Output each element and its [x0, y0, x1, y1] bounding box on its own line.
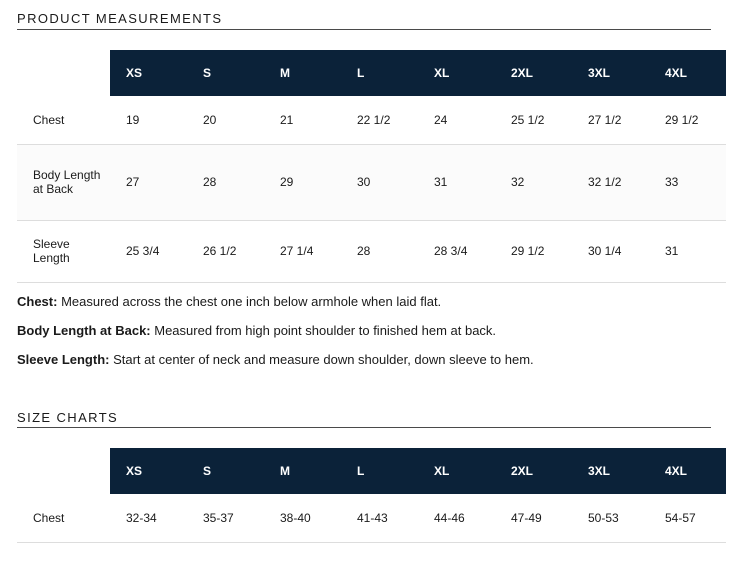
table-row-chest-size	[17, 494, 726, 542]
measurements-header-row	[17, 50, 726, 96]
table-cell: 30 1/4	[572, 220, 649, 282]
note-term: Chest:	[17, 294, 58, 309]
table-cell: 28	[341, 220, 418, 282]
table-cell: 29	[264, 144, 341, 220]
table-cell: 47-49	[495, 494, 572, 542]
size-charts-header-corner	[17, 448, 110, 494]
table-cell: 20	[187, 96, 264, 144]
size-charts-rule	[17, 427, 711, 428]
measurements-header-corner	[17, 50, 110, 96]
table-cell: 25 1/2	[495, 96, 572, 144]
measurements-size-header: XL	[418, 50, 495, 96]
measurements-size-header: L	[341, 50, 418, 96]
measurements-size-header: XS	[110, 50, 187, 96]
table-cell: 32	[495, 144, 572, 220]
table-row-body-length	[17, 144, 726, 220]
note-body-length	[17, 323, 717, 338]
table-cell: 38-40	[264, 494, 341, 542]
size-charts-size-header: M	[264, 448, 341, 494]
table-cell: 44-46	[418, 494, 495, 542]
table-cell: 31	[418, 144, 495, 220]
note-text: Start at center of neck and measure down shoulder, down sleeve to hem.	[109, 352, 534, 367]
table-cell: 32 1/2	[572, 144, 649, 220]
table-cell: 41-43	[341, 494, 418, 542]
size-charts-header-row	[17, 448, 726, 494]
table-cell: 32-34	[110, 494, 187, 542]
row-label: Chest	[17, 96, 110, 144]
table-cell: 27 1/2	[572, 96, 649, 144]
note-term: Sleeve Length:	[17, 352, 110, 367]
table-cell: 25 3/4	[110, 220, 187, 282]
table-cell: 50-53	[572, 494, 649, 542]
product-measurements-table	[17, 50, 726, 283]
measurement-notes	[17, 294, 717, 381]
table-cell: 26 1/2	[187, 220, 264, 282]
measurements-size-header: S	[187, 50, 264, 96]
table-cell: 29 1/2	[495, 220, 572, 282]
note-text: Measured across the chest one inch below armhole when laid flat.	[57, 294, 442, 309]
table-cell: 27	[110, 144, 187, 220]
table-cell: 24	[418, 96, 495, 144]
size-charts-size-header: 3XL	[572, 448, 649, 494]
table-cell: 21	[264, 96, 341, 144]
product-measurements-title: PRODUCT MEASUREMENTS	[17, 11, 223, 26]
row-label: Sleeve Length	[17, 220, 110, 282]
table-cell: 28 3/4	[418, 220, 495, 282]
row-label: Body Length at Back	[17, 144, 110, 220]
size-charts-size-header: XL	[418, 448, 495, 494]
product-measurements-rule	[17, 29, 711, 30]
table-cell: 30	[341, 144, 418, 220]
table-cell: 33	[649, 144, 726, 220]
table-cell: 28	[187, 144, 264, 220]
table-cell: 27 1/4	[264, 220, 341, 282]
measurements-size-header: 3XL	[572, 50, 649, 96]
measurements-size-header: 2XL	[495, 50, 572, 96]
table-cell: 35-37	[187, 494, 264, 542]
size-charts-size-header: S	[187, 448, 264, 494]
table-cell: 29 1/2	[649, 96, 726, 144]
table-row-chest	[17, 96, 726, 144]
table-cell: 31	[649, 220, 726, 282]
measurements-size-header: 4XL	[649, 50, 726, 96]
row-label: Chest	[17, 494, 110, 542]
note-text: Measured from high point shoulder to finished hem at back.	[150, 323, 497, 338]
size-charts-table	[17, 448, 726, 543]
table-row-sleeve-length	[17, 220, 726, 282]
size-charts-size-header: L	[341, 448, 418, 494]
note-sleeve-length	[17, 352, 717, 367]
table-cell: 22 1/2	[341, 96, 418, 144]
measurements-size-header: M	[264, 50, 341, 96]
note-chest	[17, 294, 717, 309]
size-charts-size-header: 2XL	[495, 448, 572, 494]
size-charts-size-header: 4XL	[649, 448, 726, 494]
table-cell: 54-57	[649, 494, 726, 542]
table-cell: 19	[110, 96, 187, 144]
size-charts-title: SIZE CHARTS	[17, 410, 119, 425]
size-charts-size-header: XS	[110, 448, 187, 494]
note-term: Body Length at Back:	[17, 323, 151, 338]
